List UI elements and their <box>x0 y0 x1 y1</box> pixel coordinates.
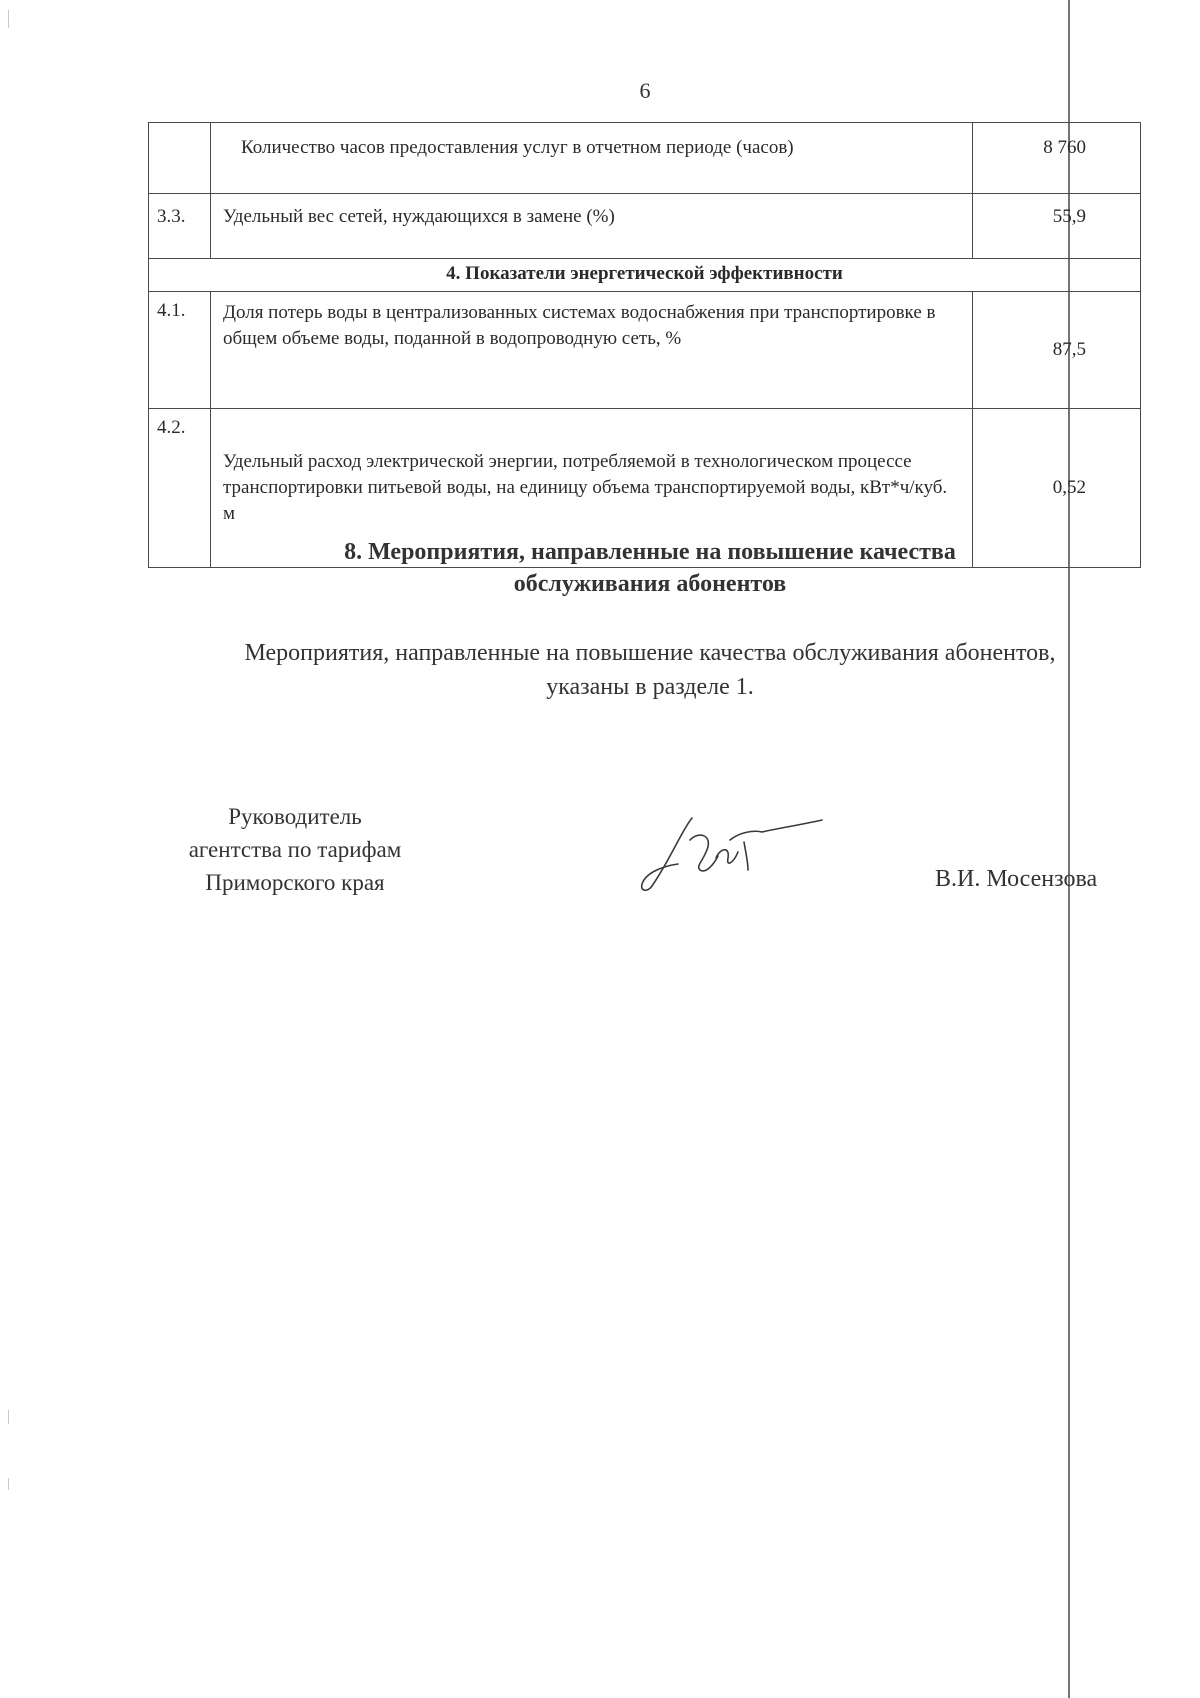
row-description: Удельный расход электрической энергии, потребляемой в технологическом процессе транспортировки питьевой воды, на единицу объема транспортируемой воды, кВт*ч/куб. м <box>211 409 973 568</box>
table-row <box>149 194 1141 259</box>
row-value: 8 760 <box>973 123 1141 194</box>
row-number <box>149 123 211 194</box>
section-heading-line: 8. Мероприятия, направленные на повышение качества <box>344 539 956 565</box>
section-text-line: Мероприятия, направленные на повышение качества обслуживания абонентов, <box>244 640 1056 666</box>
section-heading-line: обслуживания абонентов <box>513 571 787 597</box>
row-value: 0,52 <box>973 409 1141 568</box>
row-description: Доля потерь воды в централизованных системах водоснабжения при транспортировке в общем объеме воды, поданной в водопроводную сеть, % <box>211 292 973 409</box>
row-description: Удельный вес сетей, нуждающихся в замене (%) <box>211 194 973 259</box>
table-row <box>149 123 1141 194</box>
table-row <box>149 292 1141 409</box>
signer-title-line: агентства по тарифам <box>188 837 402 862</box>
section-text <box>155 636 1145 704</box>
row-value: 87,5 <box>973 292 1141 409</box>
page-number: 6 <box>639 78 651 103</box>
signer-title-line: Руководитель <box>228 804 362 829</box>
scan-speck <box>8 1478 9 1490</box>
signer-title-line: Приморского края <box>205 870 385 895</box>
row-description: Количество часов предоставления услуг в отчетном периоде (часов) <box>211 123 973 194</box>
handwritten-signature <box>630 800 830 900</box>
row-number: 3.3. <box>149 194 211 259</box>
section-text-line: указаны в разделе 1. <box>546 674 754 700</box>
row-number: 4.1. <box>149 292 211 409</box>
signer-name: В.И. Мосензова <box>935 866 1098 892</box>
section-title: 4. Показатели энергетической эффективности <box>149 259 1141 292</box>
signer-title <box>150 800 440 899</box>
table-section-row <box>149 259 1141 292</box>
section-heading <box>200 536 1100 600</box>
row-number: 4.2. <box>149 409 211 568</box>
scan-speck <box>8 1410 9 1424</box>
row-value: 55,9 <box>973 194 1141 259</box>
indicators-table <box>148 122 1141 568</box>
scan-speck <box>8 10 9 28</box>
